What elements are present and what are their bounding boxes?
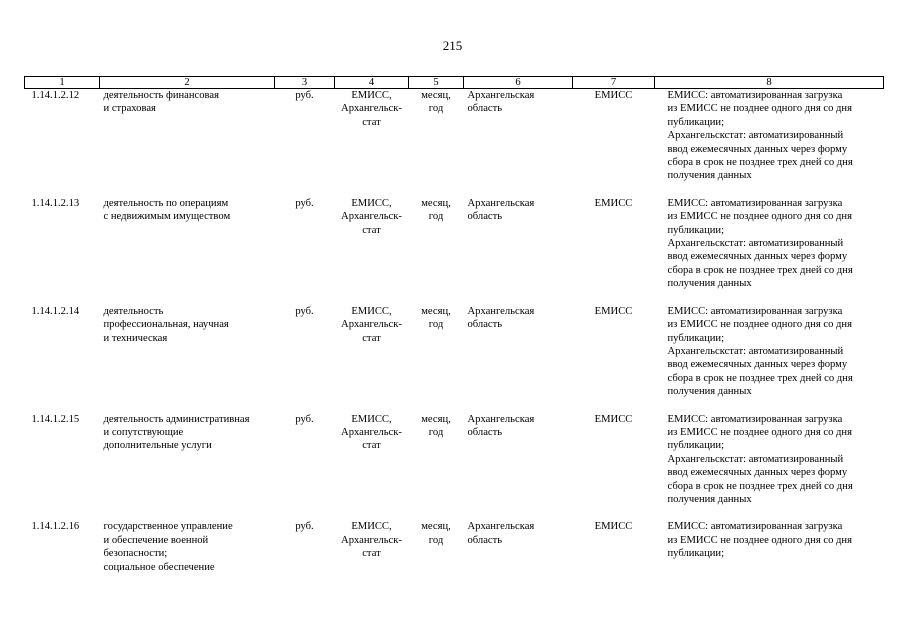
- indicator-code-cell: 1.14.1.2.13: [31, 197, 80, 209]
- collection-method-line: ЕМИСС: автоматизированная загрузка: [667, 197, 843, 209]
- data-source-line: Архангельск-: [341, 211, 402, 223]
- table-row: [25, 413, 884, 521]
- table-row: [25, 89, 884, 197]
- column-header-1: 1: [25, 77, 100, 89]
- table-body: [25, 89, 884, 589]
- collection-method-line: ввод ежемесячных данных через форму: [667, 359, 848, 371]
- data-source-cell: [335, 305, 409, 413]
- collection-method-line: ввод ежемесячных данных через форму: [667, 143, 848, 155]
- territory-line: Архангельская: [467, 521, 535, 533]
- collection-method-cell: [655, 305, 884, 413]
- collection-method-cell: [655, 413, 884, 521]
- collection-method-line: получения данных: [667, 493, 752, 505]
- table-row: [25, 305, 884, 413]
- collection-method-line: получения данных: [667, 386, 752, 398]
- unit-of-measure-cell: руб.: [295, 197, 314, 209]
- indicator-name-line: деятельность финансовая: [103, 90, 219, 101]
- data-source-line: ЕМИСС,: [351, 90, 392, 101]
- indicator-name-line: и техническая: [103, 332, 168, 344]
- territory-cell: [464, 305, 573, 413]
- collection-method-line: ЕМИСС: автоматизированная загрузка: [667, 413, 843, 425]
- indicator-name-line: и сопутствующие: [103, 426, 184, 438]
- data-source-line: стат: [362, 440, 381, 452]
- table-row: [25, 197, 884, 305]
- territory-line: Архангельская: [467, 197, 535, 209]
- indicator-code-cell: 1.14.1.2.15: [31, 413, 80, 425]
- indicator-name-line: и страховая: [103, 103, 156, 115]
- data-source-line: ЕМИСС,: [351, 197, 392, 209]
- indicator-name-cell: [100, 305, 275, 413]
- collection-method-line: публикации;: [667, 548, 725, 560]
- data-source-line: Архангельск-: [341, 534, 402, 546]
- data-source-line: ЕМИСС,: [351, 305, 392, 317]
- data-source-line: стат: [362, 116, 381, 128]
- indicator-name-line: и обеспечение военной: [103, 534, 209, 546]
- collection-method-line: сбора в срок не позднее трех дней со дня: [667, 480, 853, 492]
- collection-method-line: из ЕМИСС не позднее одного дня со дня: [667, 426, 852, 438]
- territory-cell: [464, 197, 573, 305]
- collection-method-line: сбора в срок не позднее трех дней со дня: [667, 157, 853, 169]
- page-number: 215: [442, 38, 463, 53]
- collection-method-cell: [655, 520, 884, 588]
- territory-line: Архангельская: [467, 90, 535, 101]
- periodicity-line: месяц,: [421, 413, 451, 425]
- column-header-7: 7: [573, 77, 655, 89]
- data-source-line: стат: [362, 332, 381, 344]
- collection-method-line: публикации;: [667, 332, 725, 344]
- indicator-name-line: государственное управление: [103, 521, 233, 533]
- collection-method-line: Архангельскстат: автоматизированный: [667, 238, 844, 250]
- data-source-line: ЕМИСС,: [351, 521, 392, 533]
- table-header-row: [25, 77, 884, 89]
- information-system-cell: ЕМИСС: [594, 305, 633, 317]
- collection-method-line: ЕМИСС: автоматизированная загрузка: [667, 305, 843, 317]
- collection-method-cell: [655, 89, 884, 197]
- indicator-name-line: безопасности;: [103, 548, 168, 560]
- collection-method-cell: [655, 197, 884, 305]
- collection-method-line: публикации;: [667, 116, 725, 128]
- collection-method-line: Архангельскстат: автоматизированный: [667, 345, 844, 357]
- territory-line: область: [467, 534, 503, 546]
- column-header-5: 5: [409, 77, 464, 89]
- indicator-name-cell: [100, 89, 275, 197]
- collection-method-line: публикации;: [667, 440, 725, 452]
- column-header-4: 4: [335, 77, 409, 89]
- collection-method-line: публикации;: [667, 224, 725, 236]
- territory-cell: [464, 413, 573, 521]
- territory-line: область: [467, 211, 503, 223]
- periodicity-line: год: [428, 426, 444, 438]
- collection-method-line: ввод ежемесячных данных через форму: [667, 467, 848, 479]
- collection-method-line: получения данных: [667, 170, 752, 182]
- periodicity-line: месяц,: [421, 521, 451, 533]
- unit-of-measure-cell: руб.: [295, 521, 314, 533]
- unit-of-measure-cell: руб.: [295, 305, 314, 317]
- collection-method-line: Архангельскстат: автоматизированный: [667, 453, 844, 465]
- indicator-name-line: деятельность административная: [103, 413, 250, 425]
- unit-of-measure-cell: руб.: [295, 90, 314, 101]
- indicator-name-cell: [100, 197, 275, 305]
- collection-method-line: сбора в срок не позднее трех дней со дня: [667, 264, 853, 276]
- indicator-name-cell: [100, 520, 275, 588]
- periodicity-line: год: [428, 319, 444, 331]
- periodicity-cell: [409, 197, 464, 305]
- collection-method-line: ввод ежемесячных данных через форму: [667, 251, 848, 263]
- collection-method-line: из ЕМИСС не позднее одного дня со дня: [667, 103, 852, 115]
- collection-method-line: Архангельскстат: автоматизированный: [667, 130, 844, 142]
- information-system-cell: ЕМИСС: [594, 90, 633, 101]
- indicator-name-line: профессиональная, научная: [103, 319, 229, 331]
- unit-of-measure-cell: руб.: [295, 413, 314, 425]
- territory-line: область: [467, 319, 503, 331]
- collection-method-line: сбора в срок не позднее трех дней со дня: [667, 372, 853, 384]
- information-system-cell: ЕМИСС: [594, 521, 633, 533]
- indicator-name-line: деятельность по операциям: [103, 197, 229, 209]
- indicator-code-cell: 1.14.1.2.16: [31, 521, 80, 533]
- column-header-6: 6: [464, 77, 573, 89]
- territory-line: Архангельская: [467, 413, 535, 425]
- periodicity-line: месяц,: [421, 90, 451, 101]
- indicator-code-cell: 1.14.1.2.12: [31, 90, 80, 101]
- indicator-code-cell: 1.14.1.2.14: [31, 305, 80, 317]
- information-system-cell: ЕМИСС: [594, 197, 633, 209]
- indicator-name-line: с недвижимым имуществом: [103, 211, 231, 223]
- data-source-cell: [335, 520, 409, 588]
- data-source-cell: [335, 197, 409, 305]
- collection-method-line: из ЕМИСС не позднее одного дня со дня: [667, 534, 852, 546]
- information-system-cell: ЕМИСС: [594, 413, 633, 425]
- periodicity-line: месяц,: [421, 197, 451, 209]
- data-source-line: ЕМИСС,: [351, 413, 392, 425]
- periodicity-line: год: [428, 534, 444, 546]
- territory-cell: [464, 520, 573, 588]
- indicator-name-cell: [100, 413, 275, 521]
- indicator-table: [24, 76, 884, 588]
- periodicity-line: год: [428, 211, 444, 223]
- periodicity-cell: [409, 413, 464, 521]
- collection-method-line: получения данных: [667, 278, 752, 290]
- periodicity-line: месяц,: [421, 305, 451, 317]
- data-source-line: стат: [362, 548, 381, 560]
- data-source-cell: [335, 89, 409, 197]
- indicator-name-line: социальное обеспечение: [103, 561, 215, 573]
- collection-method-line: из ЕМИСС не позднее одного дня со дня: [667, 211, 852, 223]
- data-source-line: стат: [362, 224, 381, 236]
- territory-cell: [464, 89, 573, 197]
- territory-line: область: [467, 426, 503, 438]
- collection-method-line: ЕМИСС: автоматизированная загрузка: [667, 90, 843, 101]
- collection-method-line: ЕМИСС: автоматизированная загрузка: [667, 521, 843, 533]
- territory-line: Архангельская: [467, 305, 535, 317]
- table-row: [25, 520, 884, 588]
- indicator-name-line: деятельность: [103, 305, 164, 317]
- territory-line: область: [467, 103, 503, 115]
- data-source-line: Архангельск-: [341, 426, 402, 438]
- periodicity-cell: [409, 305, 464, 413]
- periodicity-cell: [409, 89, 464, 197]
- column-header-8: 8: [655, 77, 884, 89]
- data-source-line: Архангельск-: [341, 319, 402, 331]
- data-source-line: Архангельск-: [341, 103, 402, 115]
- periodicity-cell: [409, 520, 464, 588]
- column-header-3: 3: [275, 77, 335, 89]
- periodicity-line: год: [428, 103, 444, 115]
- indicator-name-line: дополнительные услуги: [103, 440, 212, 452]
- data-source-cell: [335, 413, 409, 521]
- collection-method-line: из ЕМИСС не позднее одного дня со дня: [667, 319, 852, 331]
- column-header-2: 2: [100, 77, 275, 89]
